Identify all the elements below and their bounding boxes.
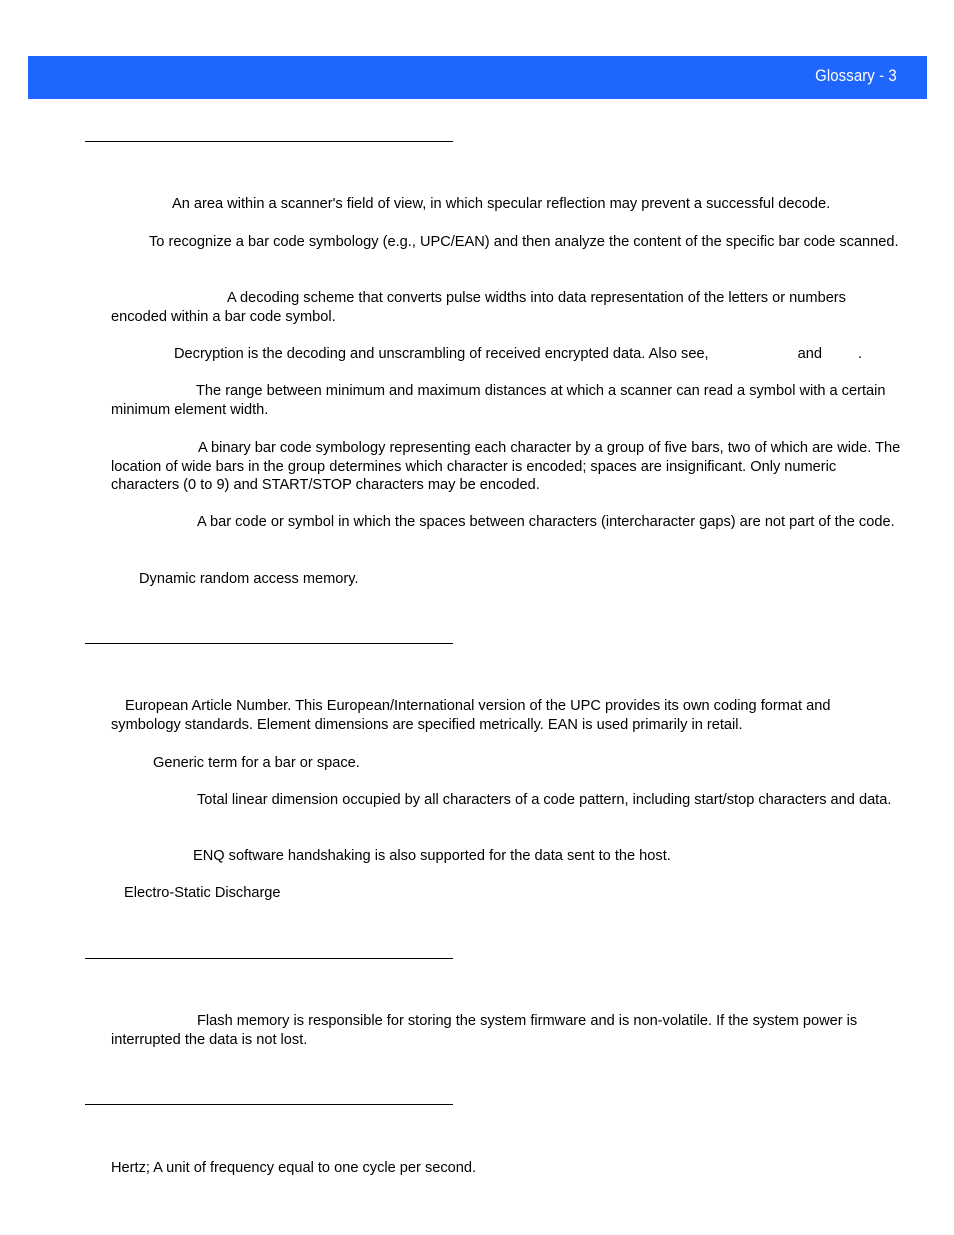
page-header-title: Glossary - 3 [815,66,897,85]
definition-text: A decoding scheme that converts pulse widths into data representation of the letters or numbers encoded within a bar code symbol. [111,290,846,325]
definition-text: European Article Number. This European/International version of the UPC provides its own coding format and symbology standards. Element dimensions are specified metrically. EAN is used primarily in retail. [111,698,831,733]
header-bar [28,56,927,99]
definition-text: Electro-Static Discharge [124,885,281,901]
glossary-entry-discrete-code [111,513,903,532]
definition-text: An area within a scanner's field of view, in which specular reflection may prevent a successful decode. [172,196,831,212]
definition-text: A bar code or symbol in which the spaces between characters (intercharacter gaps) are not part of the code. [197,514,895,530]
definition-text: Total linear dimension occupied by all characters of a code pattern, including start/stop characters and data. [197,792,892,808]
definition-text: To recognize a bar code symbology (e.g., UPC/EAN) and then analyze the content of the specific bar code scanned. [149,234,899,250]
section-divider-e [85,643,453,644]
definition-text: The range between minimum and maximum distances at which a scanner can read a symbol with a certain minimum element width. [111,383,886,418]
glossary-entry-hertz [111,1159,901,1178]
glossary-entry-ean [111,697,901,734]
section-divider-d [85,141,453,142]
glossary-entry-dead-zone [111,195,901,214]
definition-and: and [797,346,822,362]
section-divider-f [85,958,453,959]
glossary-entry-decode [111,233,901,252]
definition-text: Hertz; A unit of frequency equal to one cycle per second. [111,1160,477,1176]
definition-text: ENQ software handshaking is also supported for the data sent to the host. [193,848,671,864]
glossary-entry-decryption [111,345,911,364]
section-divider-h [85,1104,453,1105]
glossary-entry-decode-algorithm [111,289,901,326]
glossary-entry-flash-memory [111,1012,903,1049]
definition-text: Generic term for a bar or space. [153,755,360,771]
glossary-entry-dram [111,570,901,589]
glossary-entry-enq [111,847,901,866]
definition-text: Dynamic random access memory. [139,571,359,587]
definition-text: A binary bar code symbology representing each character by a group of five bars, two of which are wide. The location of wide bars in the group determines which character is encoded; spaces are insignificant. Only numeric characters (0 to 9) and START/STOP characters may be encoded. [111,440,901,494]
definition-text: Decryption is the decoding and unscrambling of received encrypted data. Also see, [174,346,709,362]
definition-text: Flash memory is responsible for storing the system firmware and is non-volatile. If the system power is interrupted the data is not lost. [111,1013,858,1048]
glossary-entry-esd [111,884,901,903]
definition-end: . [857,346,863,362]
glossary-entry-discrete-2-of-5 [111,439,901,495]
glossary-entry-element [111,754,901,773]
glossary-entry-encoded-area [111,791,903,810]
glossary-entry-depth-of-field [111,382,901,419]
